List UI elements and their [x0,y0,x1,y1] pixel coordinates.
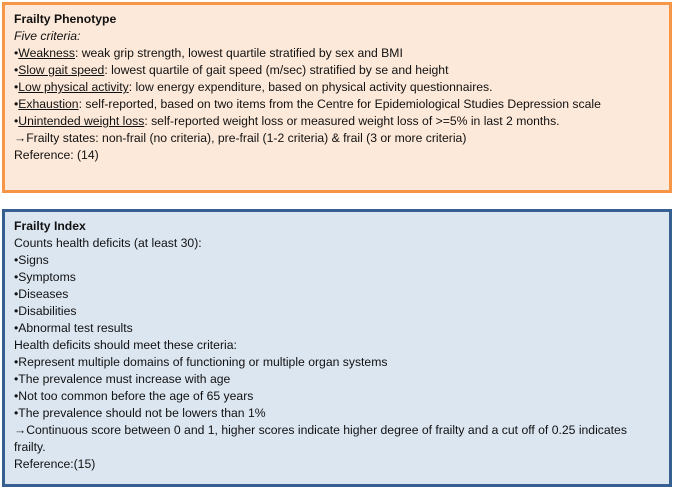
bullet: • [14,114,19,128]
criterion-term: Low physical activity [18,80,129,94]
criterion-desc: : low energy expenditure, based on physical activity questionnaires. [128,80,493,94]
criterion-slow-gait [14,62,660,79]
deficit-item: •Signs [14,253,49,267]
index-criterion: •Represent multiple domains of functioning or multiple organ systems [14,355,388,369]
criterion-desc: : self-reported, based on two items from the Centre for Epidemiological Studies Depression scale [78,97,601,111]
criteria-intro: Health deficits should meet these criteria: [14,338,237,352]
index-title: Frailty Index [14,219,86,233]
frailty-states: →Frailty states: non-frail (no criteria), pre-frail (1-2 criteria) & frail (3 or more criteria) [14,131,467,145]
bullet: • [14,80,19,94]
bullet: • [14,97,19,111]
index-criterion: •Not too common before the age of 65 years [14,389,254,403]
criterion-term: Slow gait speed [18,63,105,77]
deficit-item: •Abnormal test results [14,321,133,335]
criterion-term: Unintended weight loss [18,114,145,128]
frailty-index-box [2,209,672,487]
phenotype-title: Frailty Phenotype [14,12,117,26]
criterion-exhaustion [14,96,660,113]
criterion-term: Weakness [18,46,75,60]
index-score: →Continuous score between 0 and 1, higher scores indicate higher degree of frailty and a cut off of 0.25 indicates frailty. [14,423,627,454]
phenotype-reference: Reference: (14) [14,148,99,162]
index-criterion: •The prevalence must increase with age [14,372,231,386]
criterion-desc: : lowest quartile of gait speed (m/sec) stratified by se and height [104,63,449,77]
bullet: • [14,46,19,60]
frailty-phenotype-box [2,2,672,193]
criterion-desc: : weak grip strength, lowest quartile stratified by sex and BMI [74,46,403,60]
criterion-weight-loss [14,113,660,130]
criterion-weakness [14,45,660,62]
criterion-low-activity [14,79,660,96]
deficit-item: •Symptoms [14,270,76,284]
deficit-item: •Diseases [14,287,69,301]
index-reference: Reference:(15) [14,457,96,471]
criterion-term: Exhaustion [18,97,79,111]
index-criterion: •The prevalence should not be lowers than 1% [14,406,266,420]
index-counts: Counts health deficits (at least 30): [14,236,202,250]
bullet: • [14,63,19,77]
deficit-item: •Disabilities [14,304,77,318]
phenotype-subtitle: Five criteria: [14,29,81,43]
criterion-desc: : self-reported weight loss or measured weight loss of >=5% in last 2 months. [144,114,560,128]
